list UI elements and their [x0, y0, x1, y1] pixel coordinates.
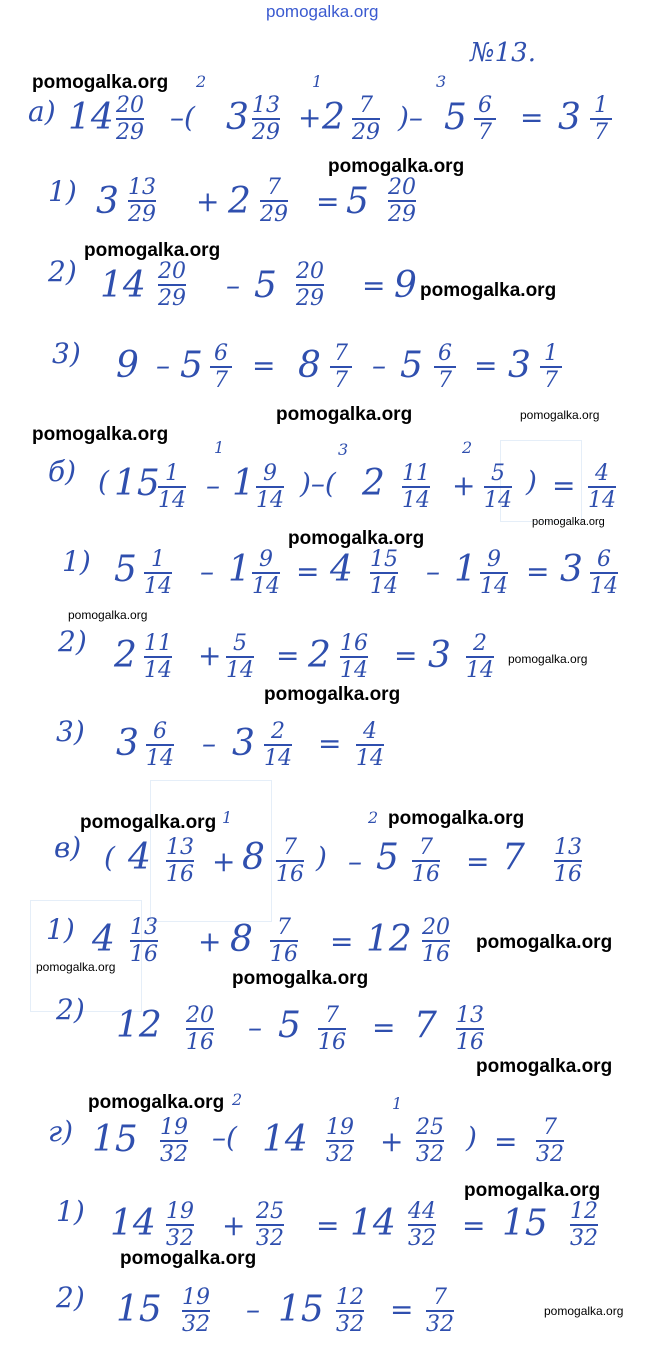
v-main-f1	[166, 836, 194, 886]
denominator: 14	[370, 574, 398, 600]
a-step1-label: 1)	[48, 175, 77, 208]
numerator: 7	[334, 341, 348, 366]
denominator: 14	[340, 658, 368, 684]
numerator: 5	[491, 461, 505, 486]
watermark: pomogalka.org	[232, 968, 369, 989]
numerator: 2	[271, 719, 285, 744]
a-main-n2: 3	[226, 97, 249, 138]
denominator: 14	[256, 488, 284, 514]
g-main-f4	[536, 1116, 564, 1166]
numerator: 25	[416, 1115, 444, 1140]
a-s1-f1	[128, 176, 156, 226]
denominator: 7	[544, 368, 558, 394]
a-main-n3: 2	[322, 97, 345, 138]
a-s2-op2: =	[362, 269, 386, 302]
a-step2-label: 2)	[48, 255, 77, 288]
a-main-n4: 5	[444, 97, 467, 138]
numerator: 13	[130, 915, 158, 940]
numerator: 1	[594, 93, 608, 118]
watermark: pomogalka.org	[88, 1092, 225, 1113]
denominator: 14	[144, 574, 172, 600]
watermark: pomogalka.org	[532, 516, 605, 528]
b-s1-n2: 1	[228, 549, 251, 590]
watermark: pomogalka.org	[520, 408, 600, 422]
b-s3-f1	[146, 720, 174, 770]
a-s3-n1: 9	[116, 345, 139, 386]
b-s3-f3	[356, 720, 384, 770]
a-s2-n2: 5	[254, 265, 277, 306]
b-main-op5: =	[552, 469, 576, 502]
denominator: 29	[116, 120, 144, 146]
b-s1-f5	[590, 548, 618, 598]
a-main-f2	[252, 94, 280, 144]
b-main-op3: +	[452, 469, 476, 502]
b-s2-op3: =	[394, 639, 418, 672]
v-s2-f1	[186, 1004, 214, 1054]
denominator: 16	[554, 862, 582, 888]
a-s3-n4: 5	[400, 345, 423, 386]
g-s2-op2: =	[390, 1293, 414, 1326]
g-main-n2: 14	[262, 1119, 308, 1160]
watermark: pomogalka.org	[464, 1180, 601, 1201]
a-main-op4: =	[520, 101, 544, 134]
exercise-number: №13.	[470, 38, 536, 68]
b-step2-label: 2)	[58, 625, 87, 658]
a-s3-op1: –	[156, 349, 170, 382]
watermark: pomogalka.org	[264, 684, 401, 705]
a-s3-op2: =	[252, 349, 276, 382]
a-s1-f3	[388, 176, 416, 226]
a-s3-n2: 5	[180, 345, 203, 386]
numerator: 11	[402, 461, 430, 486]
denominator: 14	[590, 574, 618, 600]
denominator: 32	[426, 1312, 454, 1338]
b-s3-n1: 3	[116, 723, 139, 764]
a-s1-n1: 3	[96, 181, 119, 222]
a-s1-n3: 5	[346, 181, 369, 222]
denominator: 14	[588, 488, 616, 514]
g-s1-op3: =	[462, 1209, 486, 1242]
b-main-op4: )	[526, 465, 537, 498]
denominator: 29	[260, 202, 288, 228]
a-main-op2: +	[298, 101, 322, 134]
a-s2-op1: –	[226, 269, 240, 302]
b-step3-label: 3)	[56, 715, 85, 748]
numerator: 9	[263, 461, 277, 486]
v-main-f2	[276, 836, 304, 886]
numerator: 6	[214, 341, 228, 366]
g-main-op2: +	[380, 1125, 404, 1158]
watermark: pomogalka.org	[120, 1248, 257, 1269]
a-s3-n5: 3	[508, 345, 531, 386]
numerator: 5	[233, 631, 247, 656]
g-main-n1: 15	[92, 1119, 138, 1160]
b-s2-n1: 2	[114, 635, 137, 676]
denominator: 14	[252, 574, 280, 600]
b-s2-n4: 3	[428, 635, 451, 676]
a-s1-op1: +	[196, 185, 220, 218]
numerator: 7	[277, 915, 291, 940]
b-s1-n5: 3	[560, 549, 583, 590]
v-step1-label: 1)	[46, 913, 75, 946]
g-s2-f3	[426, 1286, 454, 1336]
denominator: 7	[214, 368, 228, 394]
b-s3-op2: =	[318, 727, 342, 760]
part-a-label: а)	[28, 95, 56, 128]
denominator: 7	[438, 368, 452, 394]
b-s1-op1: –	[200, 555, 214, 588]
g-s1-f4	[570, 1200, 598, 1250]
part-g-label: г)	[48, 1115, 74, 1148]
v-main-step-mark: 2	[368, 808, 379, 827]
b-main-op1: –	[206, 469, 220, 502]
v-main-op1: +	[212, 845, 236, 878]
denominator: 32	[336, 1312, 364, 1338]
denominator: 16	[412, 862, 440, 888]
watermark: pomogalka.org	[476, 932, 613, 953]
numerator: 7	[267, 175, 281, 200]
a-main-step-mark: 1	[312, 72, 323, 91]
b-s1-n4: 1	[454, 549, 477, 590]
watermark: pomogalka.org	[388, 808, 525, 829]
v-main-op3: –	[348, 845, 362, 878]
b-main-n3: 2	[362, 463, 385, 504]
watermark: pomogalka.org	[508, 652, 588, 666]
b-s2-f4	[466, 632, 494, 682]
g-s2-n1: 15	[116, 1289, 162, 1330]
numerator: 19	[166, 1199, 194, 1224]
v-main-op0: (	[104, 841, 115, 874]
numerator: 20	[296, 259, 324, 284]
b-main-f4	[484, 462, 512, 512]
a-main-op1: –(	[170, 101, 195, 134]
b-main-n1: 15	[114, 463, 160, 504]
g-s1-n3: 14	[350, 1203, 396, 1244]
numerator: 25	[256, 1199, 284, 1224]
numerator: 13	[128, 175, 156, 200]
g-main-op4: =	[494, 1125, 518, 1158]
watermark: pomogalka.org	[32, 424, 169, 445]
watermark: pomogalka.org	[68, 608, 148, 622]
denominator: 32	[256, 1226, 284, 1252]
denominator: 14	[484, 488, 512, 514]
numerator: 20	[158, 259, 186, 284]
denominator: 16	[270, 942, 298, 968]
denominator: 29	[128, 202, 156, 228]
denominator: 32	[570, 1226, 598, 1252]
v-main-f3	[412, 836, 440, 886]
b-main-f2	[256, 462, 284, 512]
denominator: 32	[166, 1226, 194, 1252]
v-s2-n1: 12	[116, 1005, 162, 1046]
denominator: 14	[226, 658, 254, 684]
numerator: 13	[166, 835, 194, 860]
a-s3-op3: –	[372, 349, 386, 382]
v-main-step-mark: 1	[222, 808, 233, 827]
g-main-step-mark: 1	[392, 1094, 403, 1113]
denominator: 7	[478, 120, 492, 146]
denominator: 16	[318, 1030, 346, 1056]
v-main-op2: )	[316, 841, 327, 874]
g-step2-label: 2)	[56, 1281, 85, 1314]
denominator: 29	[158, 286, 186, 312]
b-s2-f2	[226, 632, 254, 682]
numerator: 1	[151, 547, 165, 572]
numerator: 16	[340, 631, 368, 656]
numerator: 11	[144, 631, 172, 656]
numerator: 4	[363, 719, 377, 744]
b-main-n2: 1	[232, 463, 255, 504]
v-s1-n2: 8	[230, 919, 253, 960]
watermark: pomogalka.org	[276, 404, 413, 425]
b-s1-f1	[144, 548, 172, 598]
v-main-op4: =	[466, 845, 490, 878]
denominator: 29	[296, 286, 324, 312]
denominator: 16	[166, 862, 194, 888]
numerator: 13	[554, 835, 582, 860]
numerator: 7	[433, 1285, 447, 1310]
numerator: 44	[408, 1199, 436, 1224]
b-step1-label: 1)	[62, 545, 91, 578]
b-s1-n3: 4	[330, 549, 353, 590]
numerator: 20	[116, 93, 144, 118]
b-s1-op2: =	[296, 555, 320, 588]
numerator: 15	[370, 547, 398, 572]
b-s1-op4: =	[526, 555, 550, 588]
numerator: 9	[259, 547, 273, 572]
watermark: pomogalka.org	[288, 528, 425, 549]
numerator: 7	[543, 1115, 557, 1140]
b-main-op2: )–(	[300, 467, 336, 500]
denominator: 16	[186, 1030, 214, 1056]
denominator: 16	[130, 942, 158, 968]
v-main-n1: 4	[128, 837, 151, 878]
denominator: 32	[182, 1312, 210, 1338]
v-s2-op2: =	[372, 1011, 396, 1044]
b-s2-f1	[144, 632, 172, 682]
a-s3-n3: 8	[298, 345, 321, 386]
a-main-f4	[474, 94, 496, 144]
numerator: 13	[252, 93, 280, 118]
b-s1-op3: –	[426, 555, 440, 588]
b-main-f1	[158, 462, 186, 512]
b-s2-n3: 2	[308, 635, 331, 676]
g-main-op1: –(	[212, 1121, 237, 1154]
g-s1-f3	[408, 1200, 436, 1250]
numerator: 7	[359, 93, 373, 118]
b-main-f3	[402, 462, 430, 512]
a-s2-n1: 14	[100, 265, 146, 306]
v-main-n4: 7	[502, 837, 525, 878]
b-s1-f2	[252, 548, 280, 598]
b-s1-f3	[370, 548, 398, 598]
v-s1-op2: =	[330, 925, 354, 958]
denominator: 14	[264, 746, 292, 772]
g-s2-n2: 15	[278, 1289, 324, 1330]
numerator: 6	[438, 341, 452, 366]
a-s2-f1	[158, 260, 186, 310]
a-main-f5	[590, 94, 612, 144]
b-s3-op1: –	[202, 727, 216, 760]
denominator: 14	[144, 658, 172, 684]
v-s1-n1: 4	[92, 919, 115, 960]
b-s3-f2	[264, 720, 292, 770]
a-main-f3	[352, 94, 380, 144]
v-s2-n3: 7	[414, 1005, 437, 1046]
v-s1-f3	[422, 916, 450, 966]
g-s1-f2	[256, 1200, 284, 1250]
numerator: 20	[186, 1003, 214, 1028]
numerator: 1	[165, 461, 179, 486]
v-s1-f2	[270, 916, 298, 966]
b-main-f5	[588, 462, 616, 512]
v-s2-op1: –	[248, 1011, 262, 1044]
denominator: 29	[252, 120, 280, 146]
b-s2-op1: +	[198, 639, 222, 672]
denominator: 16	[456, 1030, 484, 1056]
a-s1-n2: 2	[228, 181, 251, 222]
g-s1-op2: =	[316, 1209, 340, 1242]
denominator: 14	[402, 488, 430, 514]
g-s1-f1	[166, 1200, 194, 1250]
part-b-label: б)	[48, 455, 77, 488]
numerator: 19	[160, 1115, 188, 1140]
numerator: 9	[487, 547, 501, 572]
denominator: 7	[334, 368, 348, 394]
a-main-n1: 14	[68, 97, 114, 138]
g-main-op3: )	[466, 1121, 477, 1154]
watermark: pomogalka.org	[420, 280, 557, 301]
a-main-op3: )–	[398, 101, 423, 134]
numerator: 19	[182, 1285, 210, 1310]
numerator: 12	[336, 1285, 364, 1310]
numerator: 6	[153, 719, 167, 744]
a-s3-f3	[330, 342, 352, 392]
denominator: 16	[276, 862, 304, 888]
numerator: 1	[544, 341, 558, 366]
v-main-n2: 8	[242, 837, 265, 878]
b-main-step-mark: 1	[214, 438, 225, 457]
denominator: 32	[408, 1226, 436, 1252]
v-s2-f2	[318, 1004, 346, 1054]
watermark: pomogalka.org	[32, 72, 169, 93]
a-s3-f2	[210, 342, 232, 392]
denominator: 14	[158, 488, 186, 514]
v-s1-f1	[130, 916, 158, 966]
g-main-f2	[326, 1116, 354, 1166]
a-main-step-mark: 3	[436, 72, 447, 91]
b-main-op0: (	[98, 465, 109, 498]
b-s2-op2: =	[276, 639, 300, 672]
v-main-f4	[554, 836, 582, 886]
a-s2-f2	[296, 260, 324, 310]
a-s3-f5	[540, 342, 562, 392]
g-main-step-mark: 2	[232, 1090, 243, 1109]
numerator: 19	[326, 1115, 354, 1140]
denominator: 29	[388, 202, 416, 228]
g-s1-op1: +	[222, 1209, 246, 1242]
v-s1-n3: 12	[366, 919, 412, 960]
part-v-label: в)	[54, 831, 82, 864]
numerator: 6	[597, 547, 611, 572]
a-main-f1	[116, 94, 144, 144]
numerator: 13	[456, 1003, 484, 1028]
b-main-step-mark: 3	[338, 440, 349, 459]
watermark: pomogalka.org	[36, 960, 116, 974]
v-step2-label: 2)	[56, 993, 85, 1026]
numerator: 20	[422, 915, 450, 940]
b-main-step-mark: 2	[462, 438, 473, 457]
numerator: 2	[473, 631, 487, 656]
v-s1-op1: +	[198, 925, 222, 958]
watermark: pomogalka.org	[544, 1304, 624, 1318]
g-s2-op1: –	[246, 1293, 260, 1326]
numerator: 7	[325, 1003, 339, 1028]
g-s1-n4: 15	[502, 1203, 548, 1244]
g-main-f1	[160, 1116, 188, 1166]
denominator: 7	[594, 120, 608, 146]
v-main-n3: 5	[376, 837, 399, 878]
v-s2-f3	[456, 1004, 484, 1054]
b-s2-f3	[340, 632, 368, 682]
watermark: pomogalka.org	[80, 812, 217, 833]
a-step3-label: 3)	[52, 337, 81, 370]
g-s2-f2	[336, 1286, 364, 1336]
g-step1-label: 1)	[56, 1195, 85, 1228]
v-s2-n2: 5	[278, 1005, 301, 1046]
a-s2-n3: 9	[394, 265, 417, 306]
denominator: 14	[356, 746, 384, 772]
b-s1-f4	[480, 548, 508, 598]
watermark: pomogalka.org	[328, 156, 465, 177]
g-s1-n1: 14	[110, 1203, 156, 1244]
a-main-n5: 3	[558, 97, 581, 138]
a-s1-f2	[260, 176, 288, 226]
denominator: 32	[536, 1142, 564, 1168]
b-s3-n2: 3	[232, 723, 255, 764]
numerator: 6	[478, 93, 492, 118]
a-s1-op2: =	[316, 185, 340, 218]
numerator: 12	[570, 1199, 598, 1224]
denominator: 32	[160, 1142, 188, 1168]
a-main-step-mark: 2	[196, 72, 207, 91]
b-s1-n1: 5	[114, 549, 137, 590]
g-s2-f1	[182, 1286, 210, 1336]
g-main-f3	[416, 1116, 444, 1166]
numerator: 20	[388, 175, 416, 200]
denominator: 32	[416, 1142, 444, 1168]
denominator: 16	[422, 942, 450, 968]
numerator: 7	[419, 835, 433, 860]
numerator: 4	[595, 461, 609, 486]
numerator: 7	[283, 835, 297, 860]
denominator: 14	[480, 574, 508, 600]
denominator: 29	[352, 120, 380, 146]
denominator: 32	[326, 1142, 354, 1168]
denominator: 14	[466, 658, 494, 684]
denominator: 14	[146, 746, 174, 772]
a-s3-f4	[434, 342, 456, 392]
a-s3-op4: =	[474, 349, 498, 382]
top-watermark-link[interactable]: pomogalka.org	[266, 2, 379, 21]
watermark: pomogalka.org	[476, 1056, 613, 1077]
watermark: pomogalka.org	[84, 240, 221, 261]
